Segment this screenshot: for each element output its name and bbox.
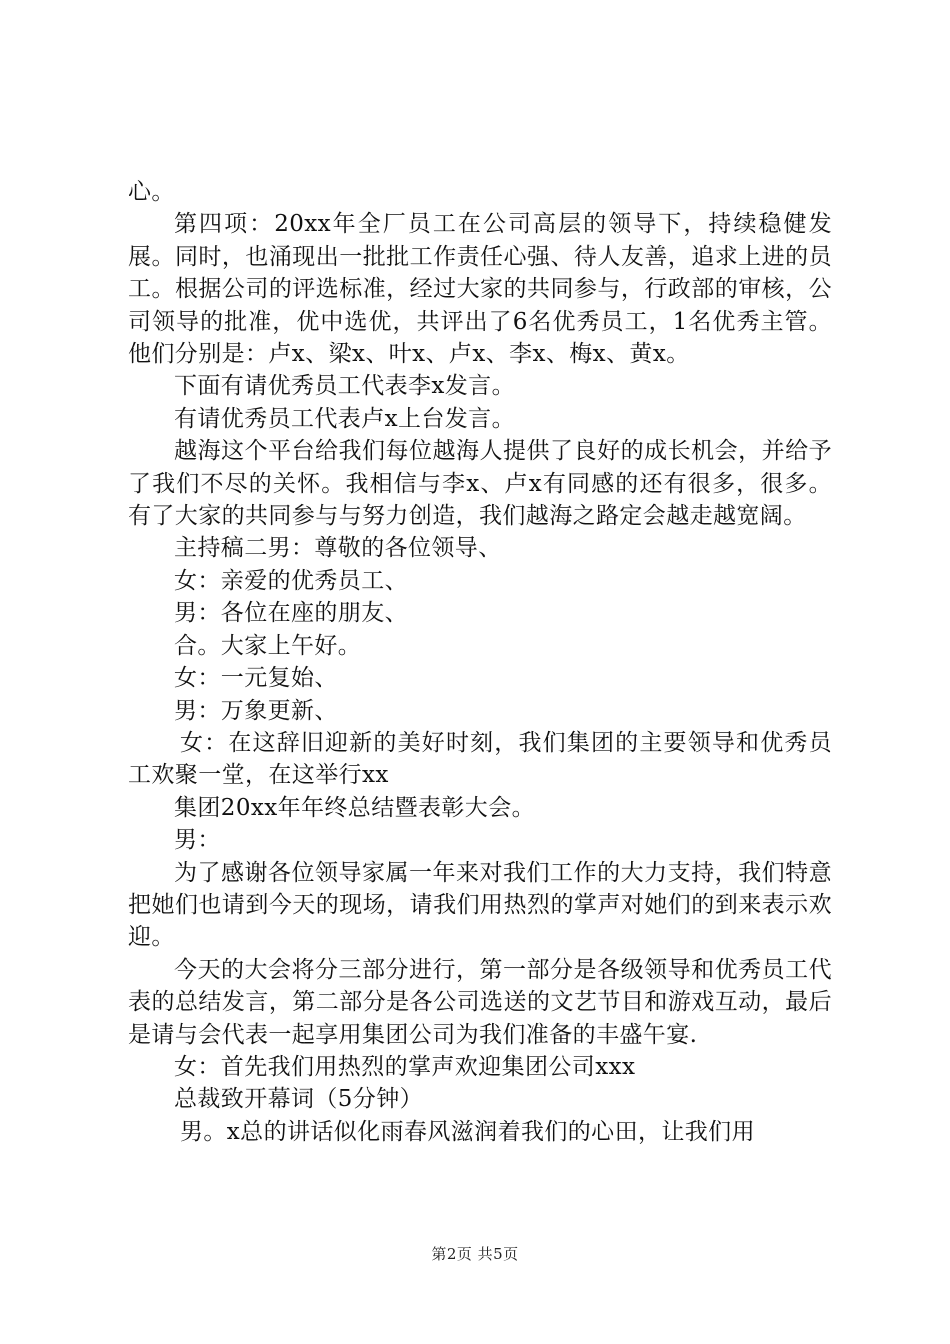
paragraph: 女：首先我们用热烈的掌声欢迎集团公司xxx	[174, 1053, 636, 1080]
paragraph: 男：	[174, 827, 221, 854]
paragraph: 男：万象更新、	[174, 697, 338, 724]
paragraph: 下面有请优秀员工代表李x发言。	[174, 373, 515, 400]
paragraph: 女：亲爱的优秀员工、	[174, 567, 408, 594]
paragraph: 女：在这辞旧迎新的美好时刻，我们集团的主要领导和优秀员工欢聚一堂，在这举行xx	[128, 729, 832, 789]
paragraph: 总裁致开幕词（5分钟）	[174, 1086, 424, 1113]
paragraph: 主持稿二男：尊敬的各位领导、	[174, 535, 502, 562]
paragraph: 男：各位在座的朋友、	[174, 600, 408, 627]
paragraph: 女：一元复始、	[174, 665, 338, 692]
paragraph: 越海这个平台给我们每位越海人提供了良好的成长机会，并给予了我们不尽的关怀。我相信与李x、卢x有同感的还有很多，很多。有了大家的共同参与与努力创造，我们越海之路定会越走越宽阔。	[128, 438, 832, 530]
paragraph: 为了感谢各位领导家属一年来对我们工作的大力支持，我们特意把她们也请到今天的现场，请我们用热烈的掌声对她们的到来表示欢迎。	[128, 859, 832, 951]
paragraph: 心。	[128, 179, 175, 205]
paragraph: 男。x总的讲话似化雨春风滋润着我们的心田，让我们用	[180, 1118, 755, 1145]
paragraph: 第四项：20xx年全厂员工在公司高层的领导下，持续稳健发展。同时，也涌现出一批批工作责任心强、待人友善，追求上进的员工。根据公司的评选标准，经过大家的共同参与，行政部的审核，公司领导的批准，优中选优，共评出了6名优秀员工，1名优秀主管。他们分别是：卢x、梁x、叶x、卢x、李x、梅x、黄x。	[128, 211, 832, 368]
paragraph: 集团20xx年年终总结暨表彰大会。	[174, 794, 536, 821]
page-number-footer: 第2页 共5页	[431, 1245, 519, 1263]
paragraph: 今天的大会将分三部分进行，第一部分是各级领导和优秀员工代表的总结发言，第二部分是各公司选送的文艺节目和游戏互动，最后是请与会代表一起享用集团公司为我们准备的丰盛午宴.	[128, 956, 832, 1048]
document-body	[128, 176, 832, 1148]
paragraph: 有请优秀员工代表卢x上台发言。	[174, 405, 515, 432]
paragraph: 合。大家上午好。	[174, 632, 362, 659]
